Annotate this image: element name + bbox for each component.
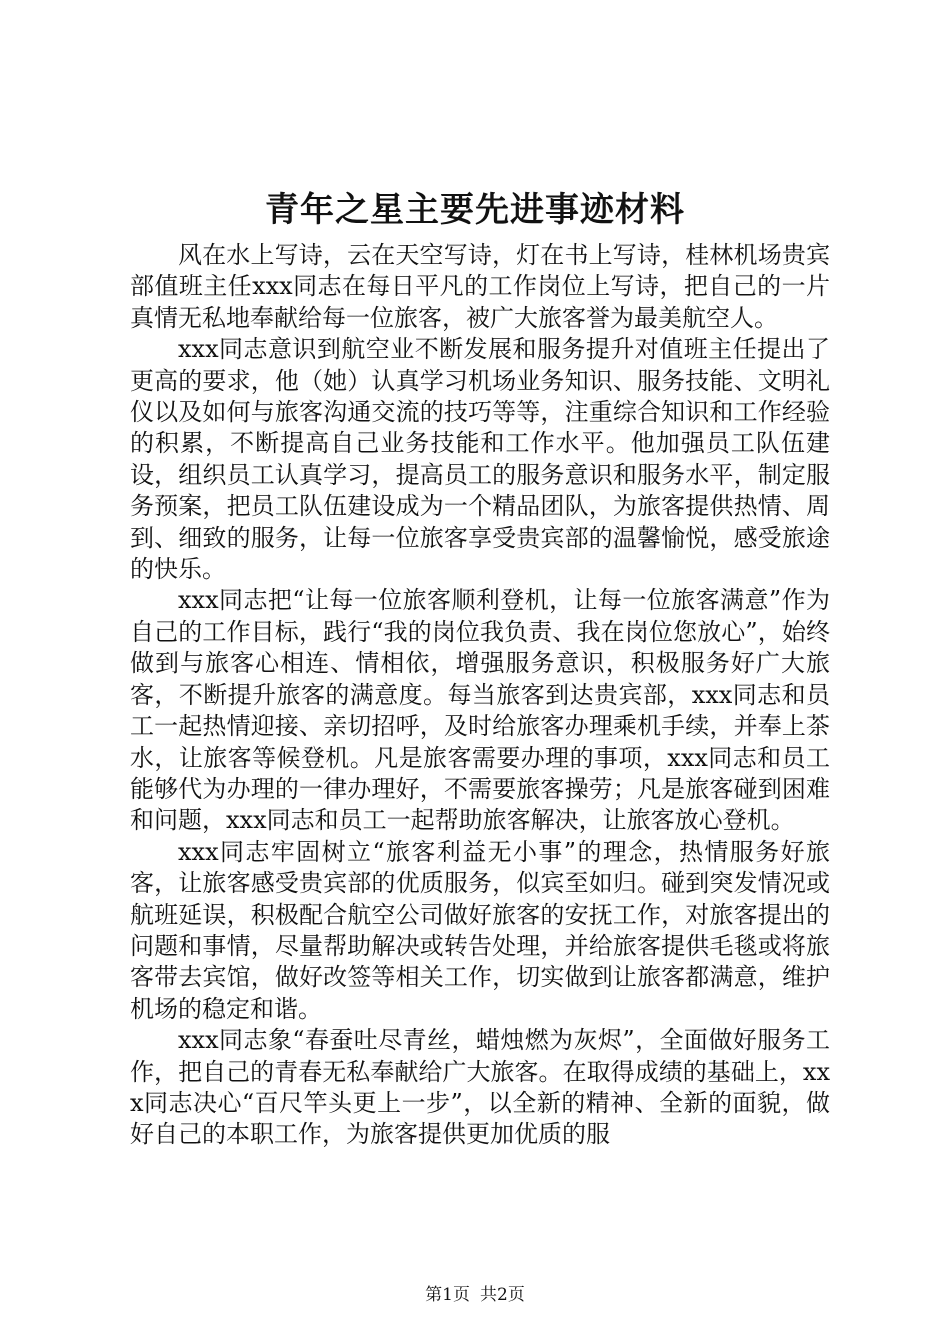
document-body (130, 240, 830, 1151)
paragraph-3: xxx同志把“让每一位旅客顺利登机，让每一位旅客满意”作为自己的工作目标，践行“我的岗位我负责、我在岗位您放心”，始终做到与旅客心相连、情相依，增强服务意识，积极服务好广大旅客，不断提升旅客的满意度。每当旅客到达贵宾部，xxx同志和员工一起热情迎接、亲切招呼，及时给旅客办理乘机手续，并奉上茶水，让旅客等候登机。凡是旅客需要办理的事项，xxx同志和员工能够代为办理的一律办理好，不需要旅客操劳；凡是旅客碰到困难和问题，xxx同志和员工一起帮助旅客解决，让旅客放心登机。 (130, 586, 830, 835)
page-footer (0, 1283, 950, 1307)
paragraph-5: xxx同志象“春蚕吐尽青丝，蜡烛燃为灰烬”，全面做好服务工作，把自己的青春无私奉献给广大旅客。在取得成绩的基础上，xxx同志决心“百尺竿头更上一步”，以全新的精神、全新的面貌，做好自己的本职工作，为旅客提供更加优质的服 (130, 1026, 830, 1149)
paragraph-4: xxx同志牢固树立“旅客利益无小事”的理念，热情服务好旅客，让旅客感受贵宾部的优质服务，似宾至如归。碰到突发情况或航班延误，积极配合航空公司做好旅客的安抚工作，对旅客提出的问题和事情，尽量帮助解决或转告处理，并给旅客提供毛毯或将旅客带去宾馆，做好改签等相关工作，切实做到让旅客都满意，维护机场的稳定和谐。 (130, 837, 830, 1023)
paragraph-2: xxx同志意识到航空业不断发展和服务提升对值班主任提出了更高的要求，他（她）认真学习机场业务知识、服务技能、文明礼仪以及如何与旅客沟通交流的技巧等等，注重综合知识和工作经验的积累，不断提高自己业务技能和工作水平。他加强员工队伍建设，组织员工认真学习，提高员工的服务意识和服务水平，制定服务预案，把员工队伍建设成为一个精品团队，为旅客提供热情、周到、细致的服务，让每一位旅客享受贵宾部的温馨愉悦，感受旅途的快乐。 (130, 335, 830, 584)
page-number: 第1页 (425, 1285, 470, 1305)
paragraph-1: 风在水上写诗，云在天空写诗，灯在书上写诗，桂林机场贵宾部值班主任xxx同志在每日平凡的工作岗位上写诗，把自己的一片真情无私地奉献给每一位旅客，被广大旅客誉为最美航空人。 (130, 241, 830, 332)
page-total: 共2页 (480, 1285, 525, 1305)
document-title: 青年之星主要先进事迹材料 (265, 190, 685, 230)
